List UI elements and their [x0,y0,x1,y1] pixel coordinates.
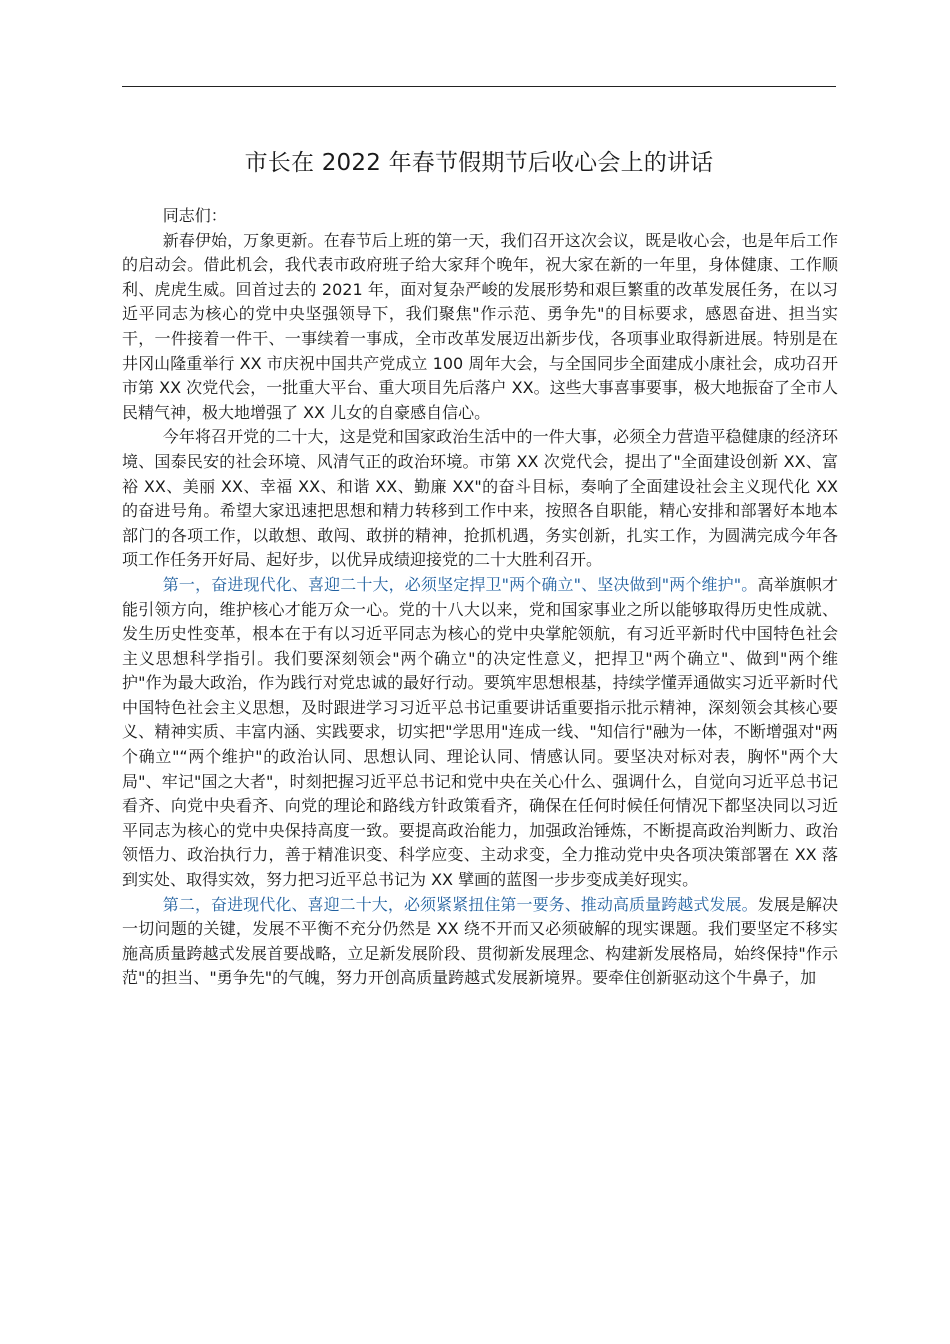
paragraph-3-text: 高举旗帜才能引领方向，维护核心才能万众一心。党的十八大以来，党和国家事业之所以能够取得历史性成就、发生历史性变革，根本在于有以习近平同志为核心的党中央掌舵领航，有习近平新时代中国特色社会主义思想科学指引。我们要深刻领会"两个确立"的决定性意义，把捍卫"两个确立"、做到"两个维护"作为最大政治，作为践行对党忠诚的最好行动。要筑牢思想根基，持续学懂弄通做实习近平新时代中国特色社会主义思想，及时跟进学习习近平总书记重要讲话重要指示批示精神，深刻领会其核心要义、精神实质、丰富内涵、实践要求，切实把"学思用"连成一线、"知信行"融为一体，不断增强对"两个确立"“两个维护"的政治认同、思想认同、理论认同、情感认同。要坚决对标对表，胸怀"两个大局"、牢记"国之大者"，时刻把握习近平总书记和党中央在关心什么、强调什么，自觉向习近平总书记看齐、向党中央看齐、向党的理论和路线方针政策看齐，确保在任何时候任何情况下都坚决同以习近平同志为核心的党中央保持高度一致。要提高政治能力，加强政治锤炼，不断提高政治判断力、政治领悟力、政治执行力，善于精准识变、科学应变、主动求变，全力推动党中央各项决策部署在 XX 落到实处、取得实效，努力把习近平总书记为 XX 擘画的蓝图一步步变成美好现实。 [122,574,838,890]
salutation: 同志们： [162,206,227,225]
paragraph-4-heading: 第二，奋进现代化、喜迎二十大，必须紧紧扭住第一要务、推动高质量跨越式发展。 [162,894,758,914]
paragraph-4 [122,893,838,991]
header-rule [122,86,836,87]
paragraph-2-text: 今年将召开党的二十大，这是党和国家政治生活中的一件大事，必须全力营造平稳健康的经济环境、国泰民安的社会环境、风清气正的政治环境。市第 XX 次党代会，提出了"全面建设创新 XX、富裕 XX、美丽 XX、幸福 XX、和谐 XX、勤廉 XX"的奋斗目标，奏响了全面建设社会主义现代化 XX 的奋进号角。希望大家迅速把思想和精力转移到工作中来，按照各自职能，精心安排和部署好本地本部门的各项工作，以敢想、敢闯、敢拼的精神，抢抓机遇，务实创新，扎实工作，为圆满完成今年各项工作任务开好局、起好步，以优异成绩迎接党的二十大胜利召开。 [122,427,838,570]
paragraph-1-text: 新春伊始，万象更新。在春节后上班的第一天，我们召开这次会议，既是收心会，也是年后工作的启动会。借此机会，我代表市政府班子给大家拜个晚年，祝大家在新的一年里，身体健康、工作顺利、虎虎生威。回首过去的 2021 年，面对复杂严峻的发展形势和艰巨繁重的改革发展任务，在以习近平同志为核心的党中央坚强领导下，我们聚焦"作示范、勇争先"的目标要求，感恩奋进、担当实干，一件接着一件干、一事续着一事成，全市改革发展迈出新步伐，各项事业取得新进展。特别是在井冈山隆重举行 XX 市庆祝中国共产党成立 100 周年大会，与全国同步全面建成小康社会，成功召开市第 XX 次党代会，一批重大平台、重大项目先后落户 XX。这些大事喜事要事，极大地振奋了全市人民精气神，极大地增强了 XX 儿女的自豪感自信心。 [122,230,838,422]
paragraph-1 [122,229,838,426]
paragraph-3 [122,573,838,893]
document-title: 市长在 2022 年春节假期节后收心会上的讲话 [244,150,714,176]
document-body [122,204,838,991]
paragraph-3-heading: 第一，奋进现代化、喜迎二十大，必须坚定捍卫"两个确立"、坚决做到"两个维护"。 [162,574,758,594]
paragraph-2 [122,425,838,573]
paragraph-4-text: 发展是解决一切问题的关键，发展不平衡不充分仍然是 XX 绕不开而又必须破解的现实课题。我们要坚定不移实施高质量跨越式发展首要战略，立足新发展阶段、贯彻新发展理念、构建新发展格局，始终保持"作示范"的担当、"勇争先"的气魄，努力开创高质量跨越式发展新境界。要牵住创新驱动这个牛鼻子，加 [122,894,838,988]
